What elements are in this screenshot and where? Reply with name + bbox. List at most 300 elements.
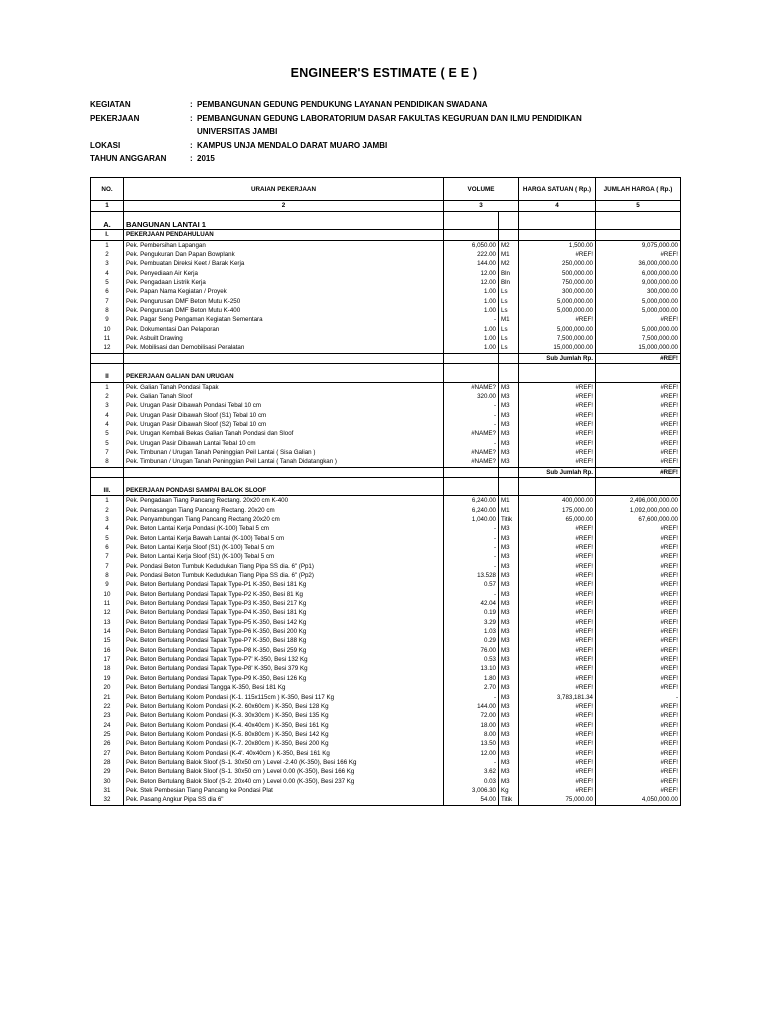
table-row (91, 297, 681, 306)
cell-vol: 144.00 (444, 702, 499, 711)
col-number: 4 (519, 201, 596, 212)
cell-hs: #REF! (519, 627, 596, 636)
cell-unit: M3 (499, 767, 519, 776)
cell-no: 25 (91, 730, 124, 739)
project-info-colon: : (190, 100, 193, 109)
cell-unit (499, 364, 519, 373)
cell-vol: 1.00 (444, 287, 499, 296)
cell-jh: 300,000.00 (596, 287, 681, 296)
cell-unit: M3 (499, 571, 519, 580)
project-info-value: PEMBANGUNAN GEDUNG LABORATORIUM DASAR FAKULTAS KEGURUAN DAN ILMU PENDIDIKAN (197, 113, 582, 123)
table-row (91, 457, 681, 467)
cell-vol: 72.00 (444, 711, 499, 720)
cell-vol: - (444, 534, 499, 543)
cell-unit: M3 (499, 758, 519, 767)
cell-jh: #REF! (596, 608, 681, 617)
table-row (91, 618, 681, 627)
project-info-value: 2015 (197, 154, 215, 163)
cell-unit: Ls (499, 306, 519, 315)
cell-jh: #REF! (596, 571, 681, 580)
cell-no: 2 (91, 506, 124, 515)
cell-unit: M3 (499, 636, 519, 645)
cell-hs: 5,000,000.00 (519, 306, 596, 315)
cell-unit (499, 486, 519, 496)
table-row (91, 786, 681, 795)
cell-unit: M3 (499, 552, 519, 561)
cell-vol: 3.62 (444, 767, 499, 776)
header-uraian: URAIAN PEKERJAAN (124, 178, 444, 201)
cell-hs: 75,000.00 (519, 795, 596, 805)
cell-vol: 2.70 (444, 683, 499, 692)
table-row (91, 730, 681, 739)
cell-jh: #REF! (596, 590, 681, 599)
cell-jh: #REF! (596, 655, 681, 664)
project-info-label: LOKASI (90, 140, 121, 150)
cell-hs: 175,000.00 (519, 506, 596, 515)
cell-jh: #REF! (596, 439, 681, 448)
table-row (91, 571, 681, 580)
header-harga-satuan: HARGA SATUAN ( Rp.) (519, 178, 596, 201)
cell-jh: #REF! (596, 674, 681, 683)
table-row (91, 693, 681, 702)
cell-unit: M3 (499, 420, 519, 429)
cell-no: 5 (91, 534, 124, 543)
subtotal-row (91, 467, 681, 477)
subtotal-row (91, 353, 681, 363)
cell-desc: Pek. Beton Bertulang Pondasi Tapak Type-P6 K-350, Besi 200 Kg (124, 627, 444, 636)
cell-hs: 250,000.00 (519, 259, 596, 268)
spacer-row (91, 477, 681, 486)
cell-no: 29 (91, 767, 124, 776)
cell-desc: Pek. Penyediaan Air Kerja (124, 269, 444, 278)
table-row (91, 683, 681, 692)
cell-hs: #REF! (519, 382, 596, 392)
cell-vol: 0.03 (444, 777, 499, 786)
cell-no: III. (91, 486, 124, 496)
column-number-row (91, 201, 681, 212)
cell-desc: Pek. Beton Bertulang Kolom Pondasi (K-4'. 40x40cm ) K-350, Besi 161 Kg (124, 749, 444, 758)
cell-jh: #REF! (596, 646, 681, 655)
cell-unit: M3 (499, 599, 519, 608)
cell-jh: #REF! (596, 411, 681, 420)
cell-desc: Pek. Beton Bertulang Pondasi Tapak Type-P9 K-350, Besi 126 Kg (124, 674, 444, 683)
cell-vol: #NAME? (444, 382, 499, 392)
table-row (91, 515, 681, 524)
cell-desc: Pek. Beton Bertulang Balok Sloof (S-1. 30x50 cm ) Level -2.40 (K-350), Besi 166 Kg (124, 758, 444, 767)
cell-desc: Pek. Beton Lantai Kerja Pondasi (K-100) Tebal 5 cm (124, 524, 444, 533)
cell-desc: Pek. Beton Bertulang Pondasi Tapak Type-P1 K-350, Besi 181 Kg (124, 580, 444, 589)
section-row (91, 230, 681, 240)
cell-hs (519, 212, 596, 221)
cell-desc: Pek. Beton Bertulang Kolom Pondasi (K-4. 40x40cm ) K-350, Besi 161 Kg (124, 721, 444, 730)
cell-no: 4 (91, 269, 124, 278)
table-row (91, 411, 681, 420)
cell-jh: #REF! (596, 543, 681, 552)
table-row (91, 429, 681, 438)
table-row (91, 580, 681, 589)
cell-desc: Pek. Pemasangan Tiang Pancang Rectang. 20x20 cm (124, 506, 444, 515)
cell-desc: Pek. Beton Bertulang Kolom Pondasi (K-2. 60x60cm ) K-350, Besi 128 Kg (124, 702, 444, 711)
cell-no: 7 (91, 297, 124, 306)
cell-jh: 9,000,000.00 (596, 278, 681, 287)
cell-no: 10 (91, 590, 124, 599)
cell-jh: 7,500,000.00 (596, 334, 681, 343)
table-row (91, 382, 681, 392)
cell-desc: Pek. Galian Tanah Pondasi Tapak (124, 382, 444, 392)
cell-vol: #NAME? (444, 429, 499, 438)
project-info-value: KAMPUS UNJA MENDALO DARAT MUARO JAMBI (197, 140, 388, 150)
cell-jh: #REF! (596, 467, 681, 477)
cell-hs: #REF! (519, 392, 596, 401)
cell-no: 11 (91, 334, 124, 343)
cell-unit: M3 (499, 702, 519, 711)
cell-unit: M3 (499, 664, 519, 673)
cell-jh: 36,000,000.00 (596, 259, 681, 268)
cell-desc: Pek. Beton Bertulang Kolom Pondasi (K-3. 30x30cm ) K-350, Besi 135 Kg (124, 711, 444, 720)
project-info-colon (190, 125, 197, 139)
cell-unit: Bln (499, 278, 519, 287)
cell-jh: #REF! (596, 683, 681, 692)
cell-vol: - (444, 401, 499, 410)
cell-no: 9 (91, 315, 124, 324)
cell-desc: Pek. Beton Bertulang Pondasi Tapak Type-P3 K-350, Besi 217 Kg (124, 599, 444, 608)
cell-vol: 13.50 (444, 739, 499, 748)
cell-no: 2 (91, 392, 124, 401)
cell-hs: #REF! (519, 401, 596, 410)
cell-vol: 3,006.30 (444, 786, 499, 795)
cell-unit: M3 (499, 543, 519, 552)
cell-vol: 3.29 (444, 618, 499, 627)
table-row (91, 721, 681, 730)
cell-hs: #REF! (519, 730, 596, 739)
cell-unit: M3 (499, 411, 519, 420)
cell-jh: #REF! (596, 382, 681, 392)
cell-vol: 222.00 (444, 250, 499, 259)
cell-no: 11 (91, 599, 124, 608)
cell-desc: Pek. Beton Lantai Kerja Sloof (S1) (K-100) Tebal 5 cm (124, 552, 444, 561)
cell-no: 18 (91, 664, 124, 673)
cell-jh: #REF! (596, 524, 681, 533)
cell-unit: M3 (499, 590, 519, 599)
cell-jh: #REF! (596, 636, 681, 645)
cell-vol: 6,240.00 (444, 506, 499, 515)
table-row (91, 543, 681, 552)
cell-unit: Ls (499, 343, 519, 353)
cell-jh: 4,050,000.00 (596, 795, 681, 805)
table-row (91, 674, 681, 683)
cell-no (91, 353, 124, 363)
cell-vol: 76.00 (444, 646, 499, 655)
project-info-colon: : (190, 154, 193, 163)
cell-jh: #REF! (596, 580, 681, 589)
cell-desc: Pek. Urugan Pasir Dibawah Pondasi Tebal 10 cm (124, 401, 444, 410)
cell-hs: #REF! (519, 777, 596, 786)
cell-hs: #REF! (519, 411, 596, 420)
cell-hs: 400,000.00 (519, 496, 596, 506)
cell-jh: #REF! (596, 250, 681, 259)
cell-vol (444, 353, 499, 363)
cell-vol (444, 220, 499, 230)
section-row (91, 486, 681, 496)
cell-no: 4 (91, 411, 124, 420)
cell-hs: 7,500,000.00 (519, 334, 596, 343)
cell-desc: Pek. Pengurusan DMF Beton Mutu K-250 (124, 297, 444, 306)
cell-vol: 42.04 (444, 599, 499, 608)
table-row (91, 506, 681, 515)
cell-unit: M3 (499, 693, 519, 702)
cell-hs: #REF! (519, 420, 596, 429)
table-row (91, 287, 681, 296)
table-row (91, 343, 681, 353)
table-row (91, 795, 681, 805)
table-row (91, 306, 681, 315)
cell-jh: 2,496,000,000.00 (596, 496, 681, 506)
cell-hs: 1,500.00 (519, 240, 596, 250)
cell-vol: 0.29 (444, 636, 499, 645)
cell-unit: M1 (499, 496, 519, 506)
cell-jh: #REF! (596, 758, 681, 767)
cell-unit: M3 (499, 674, 519, 683)
cell-unit: Ls (499, 334, 519, 343)
cell-unit (499, 212, 519, 221)
cell-no: 15 (91, 636, 124, 645)
cell-vol: 1.80 (444, 674, 499, 683)
project-info-label: KEGIATAN (90, 100, 131, 109)
cell-jh (596, 364, 681, 373)
cell-jh: 1,092,000,000.00 (596, 506, 681, 515)
cell-vol: - (444, 693, 499, 702)
cell-desc (124, 364, 444, 373)
cell-hs: #REF! (519, 721, 596, 730)
cell-jh: #REF! (596, 730, 681, 739)
cell-jh: #REF! (596, 562, 681, 571)
cell-desc: Pek. Urugan Kembali Bekas Galian Tanah Pondasi dan Sloof (124, 429, 444, 438)
cell-jh: 9,075,000.00 (596, 240, 681, 250)
cell-desc: Pek. Pengadaan Listrik Kerja (124, 278, 444, 287)
cell-hs: #REF! (519, 439, 596, 448)
cell-vol: 1.00 (444, 297, 499, 306)
cell-unit: Bln (499, 269, 519, 278)
spacer-row (91, 364, 681, 373)
cell-desc: Pek. Urugan Pasir Dibawah Lantai Tebal 10 cm (124, 439, 444, 448)
cell-hs: #REF! (519, 683, 596, 692)
cell-hs: #REF! (519, 543, 596, 552)
table-row (91, 599, 681, 608)
cell-jh: #REF! (596, 786, 681, 795)
cell-no: 4 (91, 524, 124, 533)
cell-desc (124, 477, 444, 486)
col-number: 3 (444, 201, 519, 212)
cell-desc: Pek. Beton Bertulang Pondasi Tapak Type-P8' K-350, Besi 379 Kg (124, 664, 444, 673)
cell-desc: Pek. Pondasi Beton Tumbuk Kedudukan Tiang Pipa SS dia. 6" (Pp1) (124, 562, 444, 571)
cell-desc: Pek. Papan Nama Kegiatan / Proyek (124, 287, 444, 296)
cell-no: 21 (91, 693, 124, 702)
cell-unit: M3 (499, 382, 519, 392)
cell-hs: #REF! (519, 664, 596, 673)
cell-jh: 5,000,000.00 (596, 325, 681, 334)
cell-hs: #REF! (519, 524, 596, 533)
cell-hs: #REF! (519, 429, 596, 438)
cell-unit: M2 (499, 259, 519, 268)
cell-hs (519, 486, 596, 496)
table-header-row (91, 178, 681, 201)
cell-no: 5 (91, 278, 124, 287)
cell-jh (596, 230, 681, 240)
cell-unit: M3 (499, 429, 519, 438)
cell-hs: #REF! (519, 599, 596, 608)
cell-unit: M3 (499, 562, 519, 571)
table-row (91, 401, 681, 410)
cell-vol: 13.10 (444, 664, 499, 673)
table-row (91, 534, 681, 543)
cell-desc: Pek. Asbuilt Drawing (124, 334, 444, 343)
table-row (91, 590, 681, 599)
cell-unit (499, 467, 519, 477)
cell-jh: #REF! (596, 392, 681, 401)
cell-desc: Pek. Beton Bertulang Balok Sloof (S-1. 30x50 cm ) Level 0.00 (K-350), Besi 166 Kg (124, 767, 444, 776)
cell-hs: #REF! (519, 758, 596, 767)
cell-no: 8 (91, 457, 124, 467)
cell-jh (596, 372, 681, 382)
cell-desc: Pek. Urugan Pasir Dibawah Sloof (S2) Tebal 10 cm (124, 420, 444, 429)
cell-no: 7 (91, 562, 124, 571)
cell-no: 22 (91, 702, 124, 711)
cell-hs: #REF! (519, 636, 596, 645)
col-number: 2 (124, 201, 444, 212)
cell-desc: Pek. Timbunan / Urugan Tanah Peninggian Peil Lantai ( Sisa Galian ) (124, 448, 444, 457)
section-row (91, 372, 681, 382)
cell-no: 12 (91, 608, 124, 617)
table-row (91, 608, 681, 617)
table-row (91, 562, 681, 571)
cell-vol: 0.19 (444, 608, 499, 617)
cell-unit: M3 (499, 608, 519, 617)
cell-vol: - (444, 758, 499, 767)
cell-desc: Pek. Beton Bertulang Pondasi Tapak Type-P7' K-350, Besi 132 Kg (124, 655, 444, 664)
cell-desc: Pek. Beton Bertulang Pondasi Tapak Type-P5 K-350, Besi 142 Kg (124, 618, 444, 627)
cell-desc: BANGUNAN LANTAI 1 (124, 220, 444, 230)
cell-unit: M3 (499, 739, 519, 748)
cell-vol: 1.03 (444, 627, 499, 636)
cell-hs: #REF! (519, 250, 596, 259)
cell-desc: Pek. Pengukuran Dan Papan Bowplank (124, 250, 444, 259)
cell-no: 17 (91, 655, 124, 664)
cell-jh (596, 212, 681, 221)
cell-jh (596, 220, 681, 230)
cell-unit: Ls (499, 287, 519, 296)
cell-desc: Pek. Penyambungan Tiang Pancang Rectang 20x20 cm (124, 515, 444, 524)
estimate-table (90, 177, 681, 806)
cell-vol (444, 486, 499, 496)
cell-jh: #REF! (596, 401, 681, 410)
cell-desc: Pek. Beton Bertulang Pondasi Tapak Type-P4 K-350, Besi 181 Kg (124, 608, 444, 617)
cell-vol: - (444, 420, 499, 429)
cell-hs (519, 372, 596, 382)
cell-hs: 500,000.00 (519, 269, 596, 278)
cell-unit (499, 372, 519, 382)
table-row (91, 758, 681, 767)
cell-desc: Pek. Beton Bertulang Pondasi Tapak Type-P2 K-350, Besi 81 Kg (124, 590, 444, 599)
cell-no (91, 477, 124, 486)
cell-desc: Pek. Beton Bertulang Pondasi Tapak Type-P8 K-350, Besi 259 Kg (124, 646, 444, 655)
cell-desc: Pek. Timbunan / Urugan Tanah Peninggian Peil Lantai ( Tanah Didatangkan ) (124, 457, 444, 467)
cell-desc (124, 353, 444, 363)
cell-hs (519, 364, 596, 373)
table-row (91, 749, 681, 758)
cell-jh: #REF! (596, 627, 681, 636)
cell-desc (124, 212, 444, 221)
cell-vol: 0.57 (444, 580, 499, 589)
cell-no: 26 (91, 739, 124, 748)
cell-jh: #REF! (596, 767, 681, 776)
cell-unit: M1 (499, 506, 519, 515)
cell-unit (499, 353, 519, 363)
cell-desc: Pek. Beton Bertulang Kolom Pondasi (K-5. 80x80cm ) K-350, Besi 142 Kg (124, 730, 444, 739)
cell-jh: #REF! (596, 315, 681, 324)
cell-no: 3 (91, 515, 124, 524)
header-jumlah-harga: JUMLAH HARGA ( Rp.) (596, 178, 681, 201)
cell-vol (444, 467, 499, 477)
cell-jh: #REF! (596, 420, 681, 429)
cell-desc: Pek. Dokumentasi Dan Pelaporan (124, 325, 444, 334)
cell-no: 4 (91, 420, 124, 429)
project-info-value: UNIVERSITAS JAMBI (197, 127, 278, 136)
project-info-row (90, 152, 597, 166)
cell-no (91, 364, 124, 373)
cell-no: 16 (91, 646, 124, 655)
cell-jh: 5,000,000.00 (596, 297, 681, 306)
cell-jh: 15,000,000.00 (596, 343, 681, 353)
cell-desc: Pek. Pasang Angkur Pipa SS dia 6" (124, 795, 444, 805)
cell-jh: #REF! (596, 749, 681, 758)
header-volume: VOLUME (444, 178, 519, 201)
cell-no: 24 (91, 721, 124, 730)
project-info-value: PEMBANGUNAN GEDUNG PENDUKUNG LAYANAN PENDIDIKAN SWADANA (197, 100, 488, 109)
cell-no (91, 212, 124, 221)
cell-no: 31 (91, 786, 124, 795)
cell-hs: 300,000.00 (519, 287, 596, 296)
cell-vol: 1.00 (444, 334, 499, 343)
cell-desc: Pek. Beton Bertulang Pondasi Tapak Type-P7 K-350, Besi 188 Kg (124, 636, 444, 645)
cell-unit: M3 (499, 439, 519, 448)
cell-unit: M3 (499, 655, 519, 664)
cell-jh: #REF! (596, 534, 681, 543)
table-row (91, 711, 681, 720)
cell-unit: M3 (499, 627, 519, 636)
cell-desc: PEKERJAAN PONDASI SAMPAI BALOK SLOOF (124, 486, 444, 496)
cell-no: 30 (91, 777, 124, 786)
cell-hs (519, 220, 596, 230)
cell-unit: M3 (499, 730, 519, 739)
cell-vol: #NAME? (444, 457, 499, 467)
cell-desc: Pek. Mobilisasi dan Demobilisasi Peralatan (124, 343, 444, 353)
cell-vol (444, 212, 499, 221)
cell-no: 10 (91, 325, 124, 334)
cell-vol: 1.00 (444, 343, 499, 353)
cell-hs: #REF! (519, 457, 596, 467)
cell-no: 13 (91, 618, 124, 627)
cell-vol (444, 364, 499, 373)
cell-no: 1 (91, 240, 124, 250)
cell-unit: M3 (499, 646, 519, 655)
cell-hs: 5,000,000.00 (519, 297, 596, 306)
cell-jh: 5,000,000.00 (596, 306, 681, 315)
cell-jh (596, 477, 681, 486)
cell-desc: PEKERJAAN GALIAN DAN URUGAN (124, 372, 444, 382)
cell-vol: 18.00 (444, 721, 499, 730)
project-info-colon: : (190, 113, 193, 123)
cell-jh (596, 486, 681, 496)
